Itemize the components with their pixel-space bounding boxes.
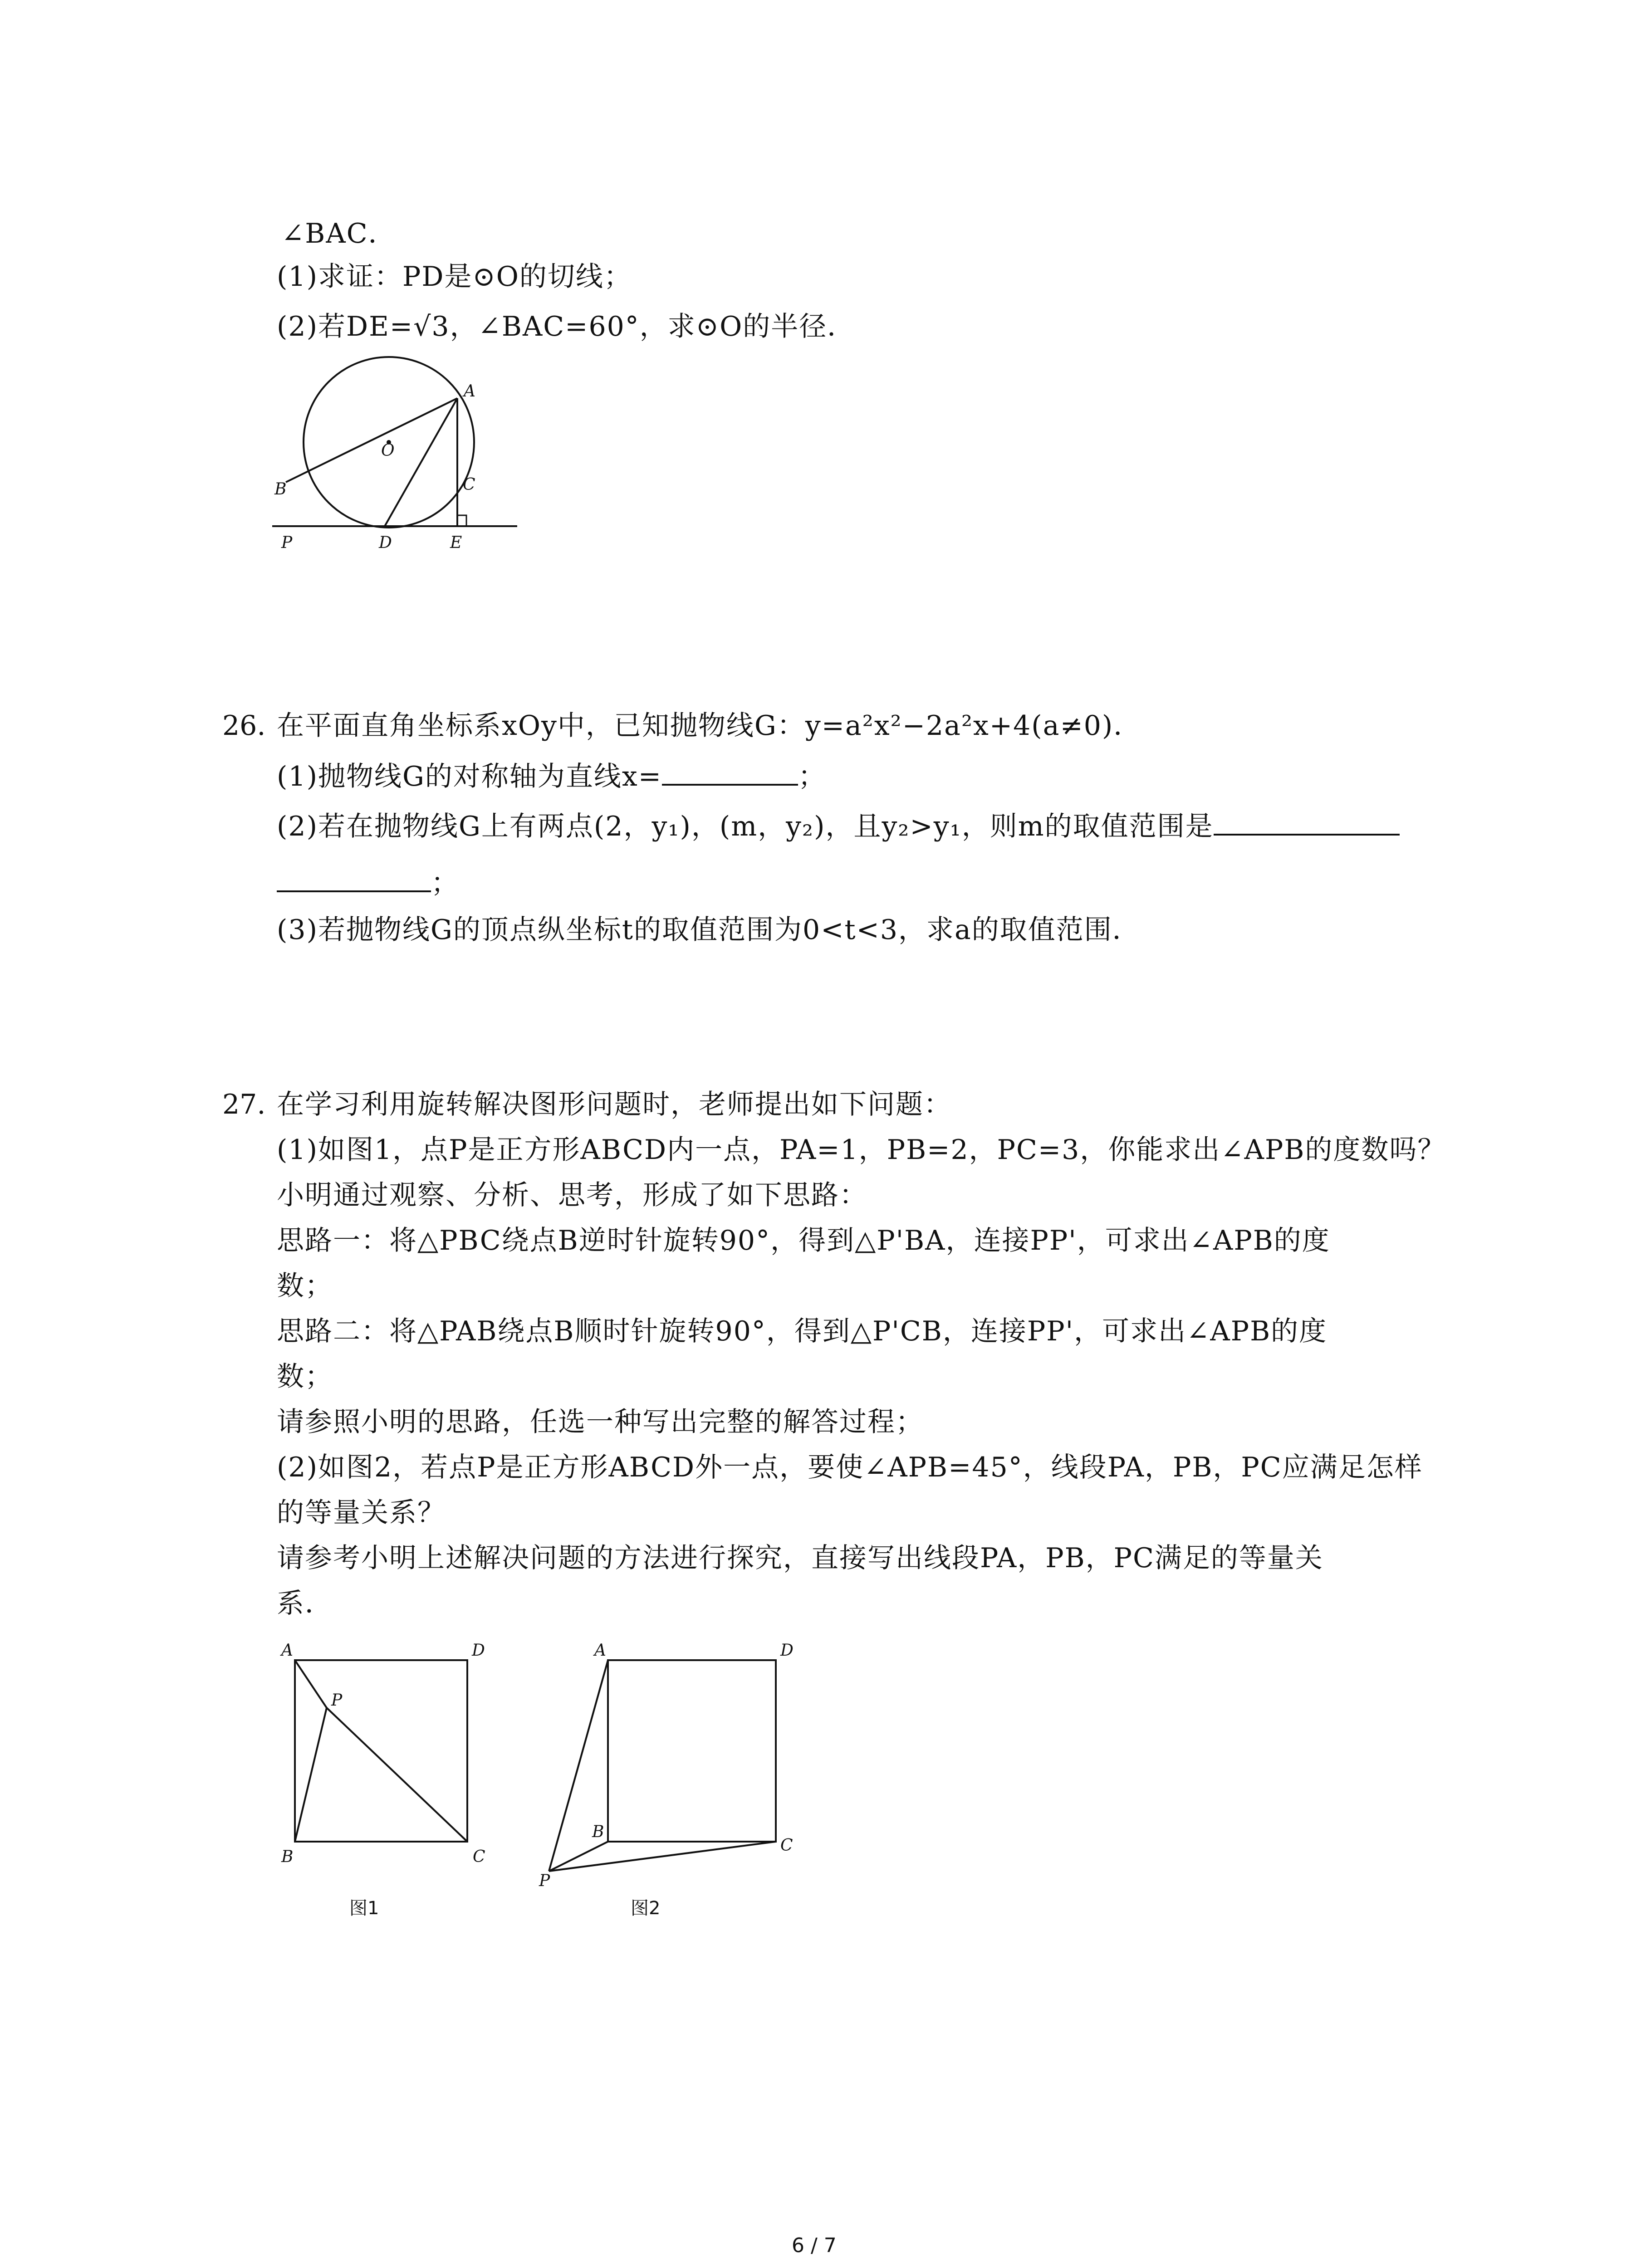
right-angle-mark — [457, 515, 466, 526]
q27-line-5: 思路二：将△PAB绕点B顺时针旋转90°，得到△P'CB，连接PP'，可求出∠APB的度 — [277, 1315, 1327, 1347]
segment-pb — [295, 1708, 327, 1842]
figure-2-caption: 图2 — [631, 1898, 661, 1919]
fig2-label-c: C — [780, 1836, 793, 1855]
q26-part2 — [277, 807, 1400, 845]
square-abcd-1 — [295, 1660, 467, 1842]
q26-part2-end: ； — [431, 867, 459, 899]
chord-ab — [286, 398, 457, 482]
fig1-label-p: P — [331, 1691, 343, 1710]
segment-pc-2 — [549, 1842, 776, 1871]
q27-line-6: 数； — [277, 1361, 333, 1393]
q26-part2-cont — [277, 864, 459, 901]
q25-circle-figure — [272, 354, 526, 558]
q26-answer-blank-2b[interactable] — [277, 864, 431, 892]
q25-part2: (2)若DE=√3，∠BAC=60°，求⊙O的半径． — [277, 311, 856, 342]
q27-figure-1 — [272, 1637, 508, 1873]
q27-line-9: 的等量关系？ — [277, 1497, 446, 1529]
q27-line-3: 思路一：将△PBC绕点B逆时针旋转90°，得到△P'BA，连接PP'，可求出∠APB的度 — [277, 1225, 1330, 1256]
q27-number: 27. — [222, 1089, 266, 1120]
q25-part1: (1)求证：PD是⊙O的切线； — [277, 261, 632, 293]
q27-line-11: 系． — [277, 1588, 333, 1619]
label-c: C — [463, 475, 475, 494]
q27-line-8: (2)如图2，若点P是正方形ABCD外一点，要使∠APB=45°，线段PA，PB，PC应满足怎样 — [277, 1452, 1423, 1483]
q27-figure-2 — [531, 1637, 812, 1892]
square-abcd-2 — [608, 1660, 776, 1842]
q27-line-4: 数； — [277, 1270, 333, 1302]
q27-line-2: 小明通过观察、分析、思考，形成了如下思路： — [277, 1179, 867, 1211]
q26-part2-text: (2)若在抛物线G上有两点(2，y₁)，(m，y₂)，且y₂>y₁，则m的取值范围是 — [277, 811, 1214, 842]
q27-line-7: 请参照小明的思路，任选一种写出完整的解答过程； — [277, 1406, 924, 1438]
q26-part1-end: ； — [798, 761, 827, 792]
fig1-label-b: B — [281, 1848, 294, 1866]
q27-line-10: 请参考小明上述解决问题的方法进行探究，直接写出线段PA，PB，PC满足的等量关 — [277, 1542, 1323, 1574]
fig1-label-a: A — [281, 1641, 293, 1660]
figure-1-caption: 图1 — [349, 1898, 379, 1919]
fig2-label-a: A — [594, 1641, 606, 1660]
fig2-label-p: P — [539, 1872, 550, 1890]
fig2-label-b: B — [592, 1823, 604, 1841]
q27-stem: 在学习利用旋转解决图形问题时，老师提出如下问题： — [277, 1089, 952, 1120]
q27-line-1: (1)如图1，点P是正方形ABCD内一点，PA=1，PB=2，PC=3，你能求出∠APB的度数吗？ — [277, 1134, 1446, 1166]
fig1-label-d: D — [472, 1641, 485, 1660]
fig2-label-d: D — [780, 1641, 794, 1660]
chord-ad — [385, 398, 457, 526]
page-number: 6 / 7 — [792, 2234, 837, 2257]
q26-answer-blank-2a[interactable] — [1214, 807, 1400, 836]
label-b: B — [274, 480, 287, 499]
label-o: O — [381, 441, 395, 460]
q26-number: 26. — [222, 710, 266, 742]
label-p: P — [281, 533, 293, 552]
label-e: E — [450, 533, 462, 552]
label-a: A — [464, 382, 475, 401]
fig1-label-c: C — [473, 1848, 485, 1866]
segment-pa — [295, 1660, 327, 1708]
label-d: D — [379, 533, 392, 552]
q26-part3: (3)若抛物线G的顶点纵坐标t的取值范围为0<t<3，求a的取值范围． — [277, 914, 1141, 946]
segment-pc — [327, 1708, 467, 1842]
q26-part1 — [277, 758, 826, 795]
q26-answer-blank-1[interactable] — [662, 758, 798, 786]
q25-continuation: ∠BAC． — [281, 218, 397, 249]
q26-stem: 在平面直角坐标系xOy中，已知抛物线G：y=a²x²−2a²x+4(a≠0)． — [277, 710, 1142, 742]
q26-part1-text: (1)抛物线G的对称轴为直线x= — [277, 761, 662, 792]
